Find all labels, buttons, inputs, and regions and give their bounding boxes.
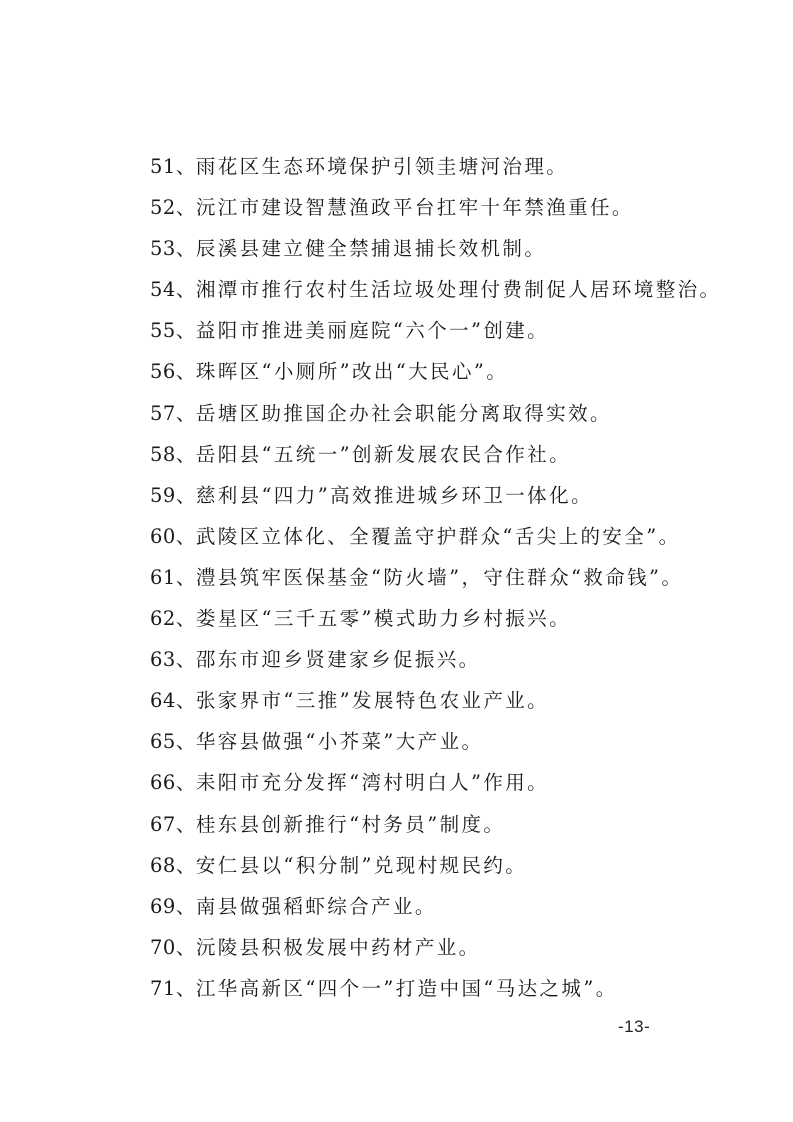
list-item bbox=[150, 927, 750, 968]
item-number: 63、 bbox=[150, 648, 196, 672]
list-item bbox=[150, 269, 750, 310]
item-number: 67、 bbox=[150, 812, 196, 836]
list-item bbox=[150, 146, 750, 187]
item-text: 南县做强稻虾综合产业。 bbox=[195, 894, 437, 918]
item-text: 华容县做强“小芥菜”大产业。 bbox=[195, 730, 484, 754]
item-text: 湘潭市推行农村生活垃圾处理付费制促人居环境整治。 bbox=[195, 278, 722, 302]
list-item bbox=[150, 845, 750, 886]
item-number: 68、 bbox=[150, 853, 196, 877]
item-list bbox=[150, 146, 750, 1009]
item-text: 岳阳县“五统一”创新发展农民合作社。 bbox=[195, 442, 571, 466]
list-item bbox=[150, 434, 750, 475]
item-number: 57、 bbox=[150, 401, 196, 425]
item-number: 70、 bbox=[150, 935, 196, 959]
item-number: 62、 bbox=[150, 607, 196, 631]
item-text: 澧县筑牢医保基金“防火墙”，守住群众“救命钱”。 bbox=[195, 565, 684, 589]
item-text: 沅陵县积极发展中药材产业。 bbox=[195, 935, 481, 959]
item-number: 56、 bbox=[150, 360, 196, 384]
item-number: 61、 bbox=[150, 565, 196, 589]
item-number: 54、 bbox=[150, 278, 196, 302]
item-number: 71、 bbox=[150, 976, 196, 1000]
item-number: 55、 bbox=[150, 319, 196, 343]
item-text: 邵东市迎乡贤建家乡促振兴。 bbox=[195, 648, 481, 672]
item-text: 安仁县以“积分制”兑现村规民约。 bbox=[195, 853, 528, 877]
item-text: 娄星区“三千五零”模式助力乡村振兴。 bbox=[195, 607, 571, 631]
item-text: 耒阳市充分发挥“湾村明白人”作用。 bbox=[195, 771, 550, 795]
item-text: 珠晖区“小厕所”改出“大民心”。 bbox=[195, 360, 509, 384]
list-item bbox=[150, 557, 750, 598]
item-text: 沅江市建设智慧渔政平台扛牢十年禁渔重任。 bbox=[195, 196, 634, 220]
list-item bbox=[150, 516, 750, 557]
list-item bbox=[150, 721, 750, 762]
item-text: 张家界市“三推”发展特色农业产业。 bbox=[195, 689, 550, 713]
item-number: 60、 bbox=[150, 524, 196, 548]
list-item bbox=[150, 351, 750, 392]
list-item bbox=[150, 598, 750, 639]
item-number: 59、 bbox=[150, 483, 196, 507]
item-text: 江华高新区“四个一”打造中国“马达之城”。 bbox=[195, 976, 618, 1000]
list-item bbox=[150, 639, 750, 680]
item-number: 64、 bbox=[150, 689, 196, 713]
item-number: 52、 bbox=[150, 196, 196, 220]
item-text: 慈利县“四力”高效推进城乡环卫一体化。 bbox=[195, 483, 593, 507]
item-text: 岳塘区助推国企办社会职能分离取得实效。 bbox=[195, 401, 612, 425]
item-text: 武陵区立体化、全覆盖守护群众“舌尖上的安全”。 bbox=[195, 524, 681, 548]
item-number: 51、 bbox=[150, 155, 196, 178]
list-item bbox=[150, 968, 750, 1009]
list-item bbox=[150, 475, 750, 516]
item-number: 66、 bbox=[150, 771, 196, 795]
item-text: 辰溪县建立健全禁捕退捕长效机制。 bbox=[195, 237, 547, 261]
list-item bbox=[150, 886, 750, 927]
list-item bbox=[150, 804, 750, 845]
item-number: 53、 bbox=[150, 237, 196, 261]
item-number: 65、 bbox=[150, 730, 196, 754]
list-item bbox=[150, 310, 750, 351]
list-item bbox=[150, 762, 750, 803]
item-text: 桂东县创新推行“村务员”制度。 bbox=[195, 812, 506, 836]
list-item bbox=[150, 187, 750, 228]
page-number: -13- bbox=[618, 1017, 651, 1036]
list-item bbox=[150, 393, 750, 434]
item-text: 雨花区生态环境保护引领圭塘河治理。 bbox=[195, 155, 569, 178]
item-number: 69、 bbox=[150, 894, 196, 918]
list-item bbox=[150, 228, 750, 269]
item-text: 益阳市推进美丽庭院“六个一”创建。 bbox=[195, 319, 550, 343]
item-number: 58、 bbox=[150, 442, 196, 466]
list-item bbox=[150, 680, 750, 721]
